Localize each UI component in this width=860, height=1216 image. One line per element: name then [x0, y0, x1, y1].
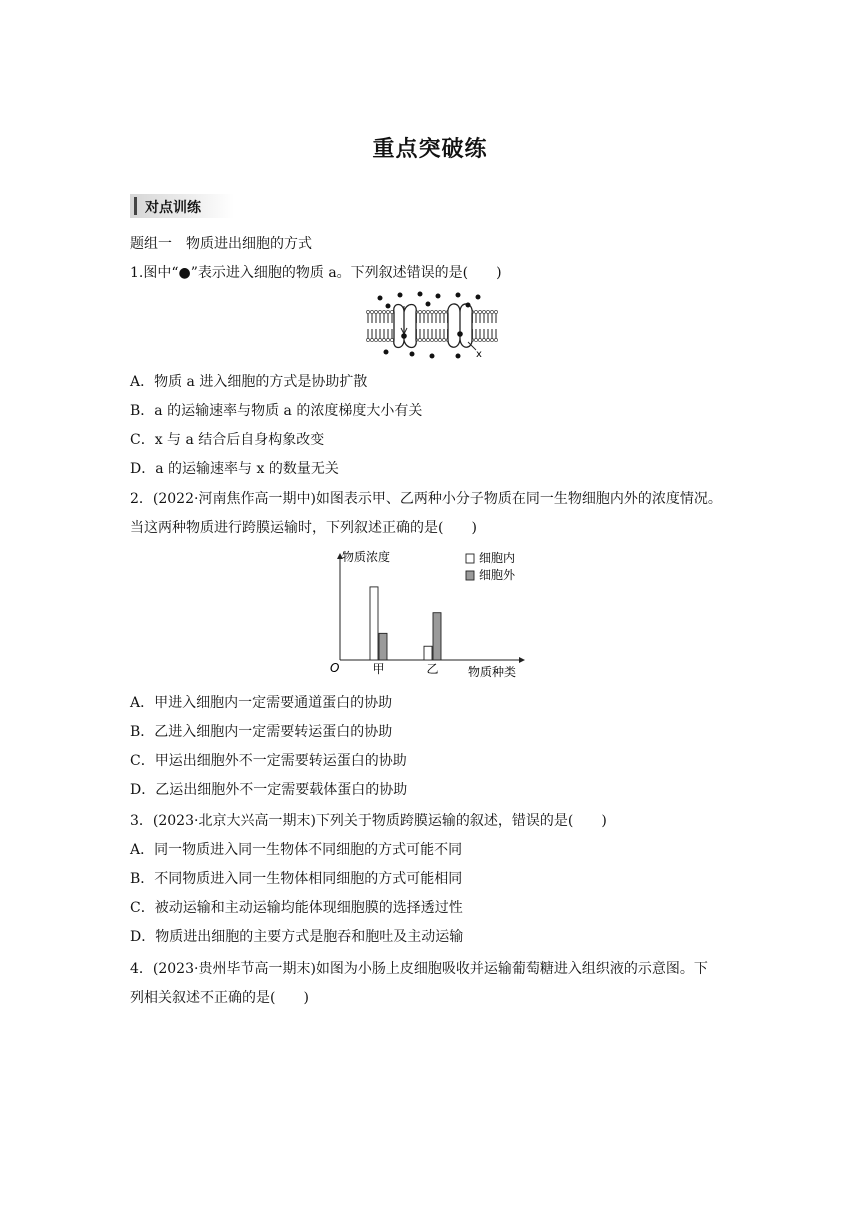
lipid-head: [378, 338, 381, 341]
particle: [410, 352, 415, 357]
category-label: 甲: [372, 662, 385, 676]
particle: [384, 350, 389, 355]
q3-option-b: B．不同物质进入同一生物体相同细胞的方式可能相同: [130, 871, 463, 887]
lipid-head: [374, 310, 377, 313]
lipid-head: [438, 338, 441, 341]
phospholipid-bilayer: [366, 310, 497, 341]
lipid-head: [386, 310, 389, 313]
membrane-figure: [364, 290, 500, 362]
q1-option-a: A．物质 a 进入细胞的方式是协助扩散: [130, 374, 368, 390]
particle: [386, 304, 391, 309]
q2-option-b: B．乙进入细胞内一定需要转运蛋白的协助: [130, 724, 393, 740]
particle: [426, 302, 431, 307]
legend-swatch: [466, 571, 474, 580]
particle: [476, 295, 481, 300]
lipid-head: [430, 310, 433, 313]
lipid-head: [374, 338, 377, 341]
lipid-head: [418, 310, 421, 313]
particle: [378, 296, 383, 301]
lipid-head: [430, 338, 433, 341]
page-title: 重点突破练: [372, 137, 488, 162]
q3-option-d: D．物质进出细胞的主要方式是胞吞和胞吐及主动运输: [130, 929, 464, 945]
q2-stem-line2: 当这两种物质进行跨膜运输时，下列叙述正确的是( ): [130, 520, 477, 536]
q2-option-a: A．甲进入细胞内一定需要通道蛋白的协助: [130, 695, 393, 711]
lipid-head: [378, 310, 381, 313]
lipid-head: [486, 338, 489, 341]
lipid-head: [390, 338, 393, 341]
channel-protein: [394, 305, 416, 348]
legend-swatch: [466, 554, 474, 563]
lipid-head: [494, 310, 497, 313]
category-labels: [372, 662, 438, 676]
lipid-head: [382, 310, 385, 313]
q4-stem-line1: 4．(2023·贵州毕节高一期末)如图为小肠上皮细胞吸收并运输葡萄糖进入组织液的示意图。下: [130, 961, 708, 977]
lipid-head: [434, 310, 437, 313]
lipid-head: [486, 310, 489, 313]
lipid-head: [426, 338, 429, 341]
lipid-head: [370, 310, 373, 313]
particle: [418, 292, 423, 297]
badge-bar: [134, 197, 137, 215]
lipid-head: [418, 338, 421, 341]
lipid-head: [442, 338, 445, 341]
q3-stem: 3．(2023·北京大兴高一期末)下列关于物质跨膜运输的叙述，错误的是( ): [130, 813, 607, 829]
q3-option-c: C．被动运输和主动运输均能体现细胞膜的选择透过性: [130, 900, 463, 916]
bar-甲-细胞外: [379, 633, 387, 660]
lipid-head: [434, 338, 437, 341]
q2-option-c: C．甲运出细胞外不一定需要转运蛋白的协助: [130, 753, 407, 769]
legend-label: 细胞外: [479, 568, 516, 582]
q4-stem-line2: 列相关叙述不正确的是( ): [130, 990, 309, 1006]
q1-option-d: D．a 的运输速率与 x 的数量无关: [130, 461, 339, 477]
lipid-head: [366, 338, 369, 341]
particle: [456, 293, 461, 298]
q1-option-b: B．a 的运输速率与物质 a 的浓度梯度大小有关: [130, 403, 423, 419]
lipid-head: [426, 310, 429, 313]
lipid-head: [494, 338, 497, 341]
legend-label: 细胞内: [479, 551, 516, 565]
particle: [436, 294, 441, 299]
concentration-bar-chart: [326, 548, 536, 682]
bar-甲-细胞内: [370, 587, 378, 660]
q3-option-a: A．同一物质进入同一生物体不同细胞的方式可能不同: [130, 842, 463, 858]
particle: [398, 293, 403, 298]
lipid-head: [422, 338, 425, 341]
bar-乙-细胞外: [433, 613, 441, 660]
section-label: 对点训练: [145, 200, 201, 216]
bar-乙-细胞内: [424, 646, 432, 660]
x-axis-label: 物质种类: [468, 665, 517, 679]
lipid-head: [482, 310, 485, 313]
lipid-head: [490, 338, 493, 341]
particle: [430, 354, 435, 359]
carrier-protein: [448, 304, 472, 347]
x-label: x: [476, 349, 482, 360]
q2-stem-line1: 2．(2022·河南焦作高一期中)如图表示甲、乙两种小分子物质在同一生物细胞内外的浓度情况。: [130, 491, 722, 507]
category-label: 乙: [426, 662, 439, 676]
legend: [466, 550, 516, 582]
lipid-head: [490, 310, 493, 313]
lipid-head: [370, 338, 373, 341]
lipid-head: [474, 338, 477, 341]
particle: [456, 354, 461, 359]
lipid-head: [442, 310, 445, 313]
lipid-head: [438, 310, 441, 313]
lipid-head: [482, 338, 485, 341]
section-badge: [130, 194, 234, 218]
lipid-head: [422, 310, 425, 313]
lipid-head: [478, 338, 481, 341]
particle: [466, 303, 471, 308]
q1-option-c: C．x 与 a 结合后自身构象改变: [130, 432, 325, 448]
particle: [457, 331, 463, 337]
origin-label: O: [330, 661, 340, 675]
lipid-head: [366, 310, 369, 313]
lipid-head: [382, 338, 385, 341]
lipid-head: [474, 310, 477, 313]
q2-option-d: D．乙运出细胞外不一定需要载体蛋白的协助: [130, 782, 408, 798]
q1-stem: 1.图中“●”表示进入细胞的物质 a。下列叙述错误的是( ): [130, 265, 502, 281]
lipid-head: [386, 338, 389, 341]
lipid-head: [390, 310, 393, 313]
particle: [401, 333, 407, 339]
y-axis-label: 物质浓度: [342, 550, 391, 564]
group-title: 题组一 物质进出细胞的方式: [130, 236, 312, 252]
lipid-head: [478, 310, 481, 313]
bars: [370, 587, 441, 660]
